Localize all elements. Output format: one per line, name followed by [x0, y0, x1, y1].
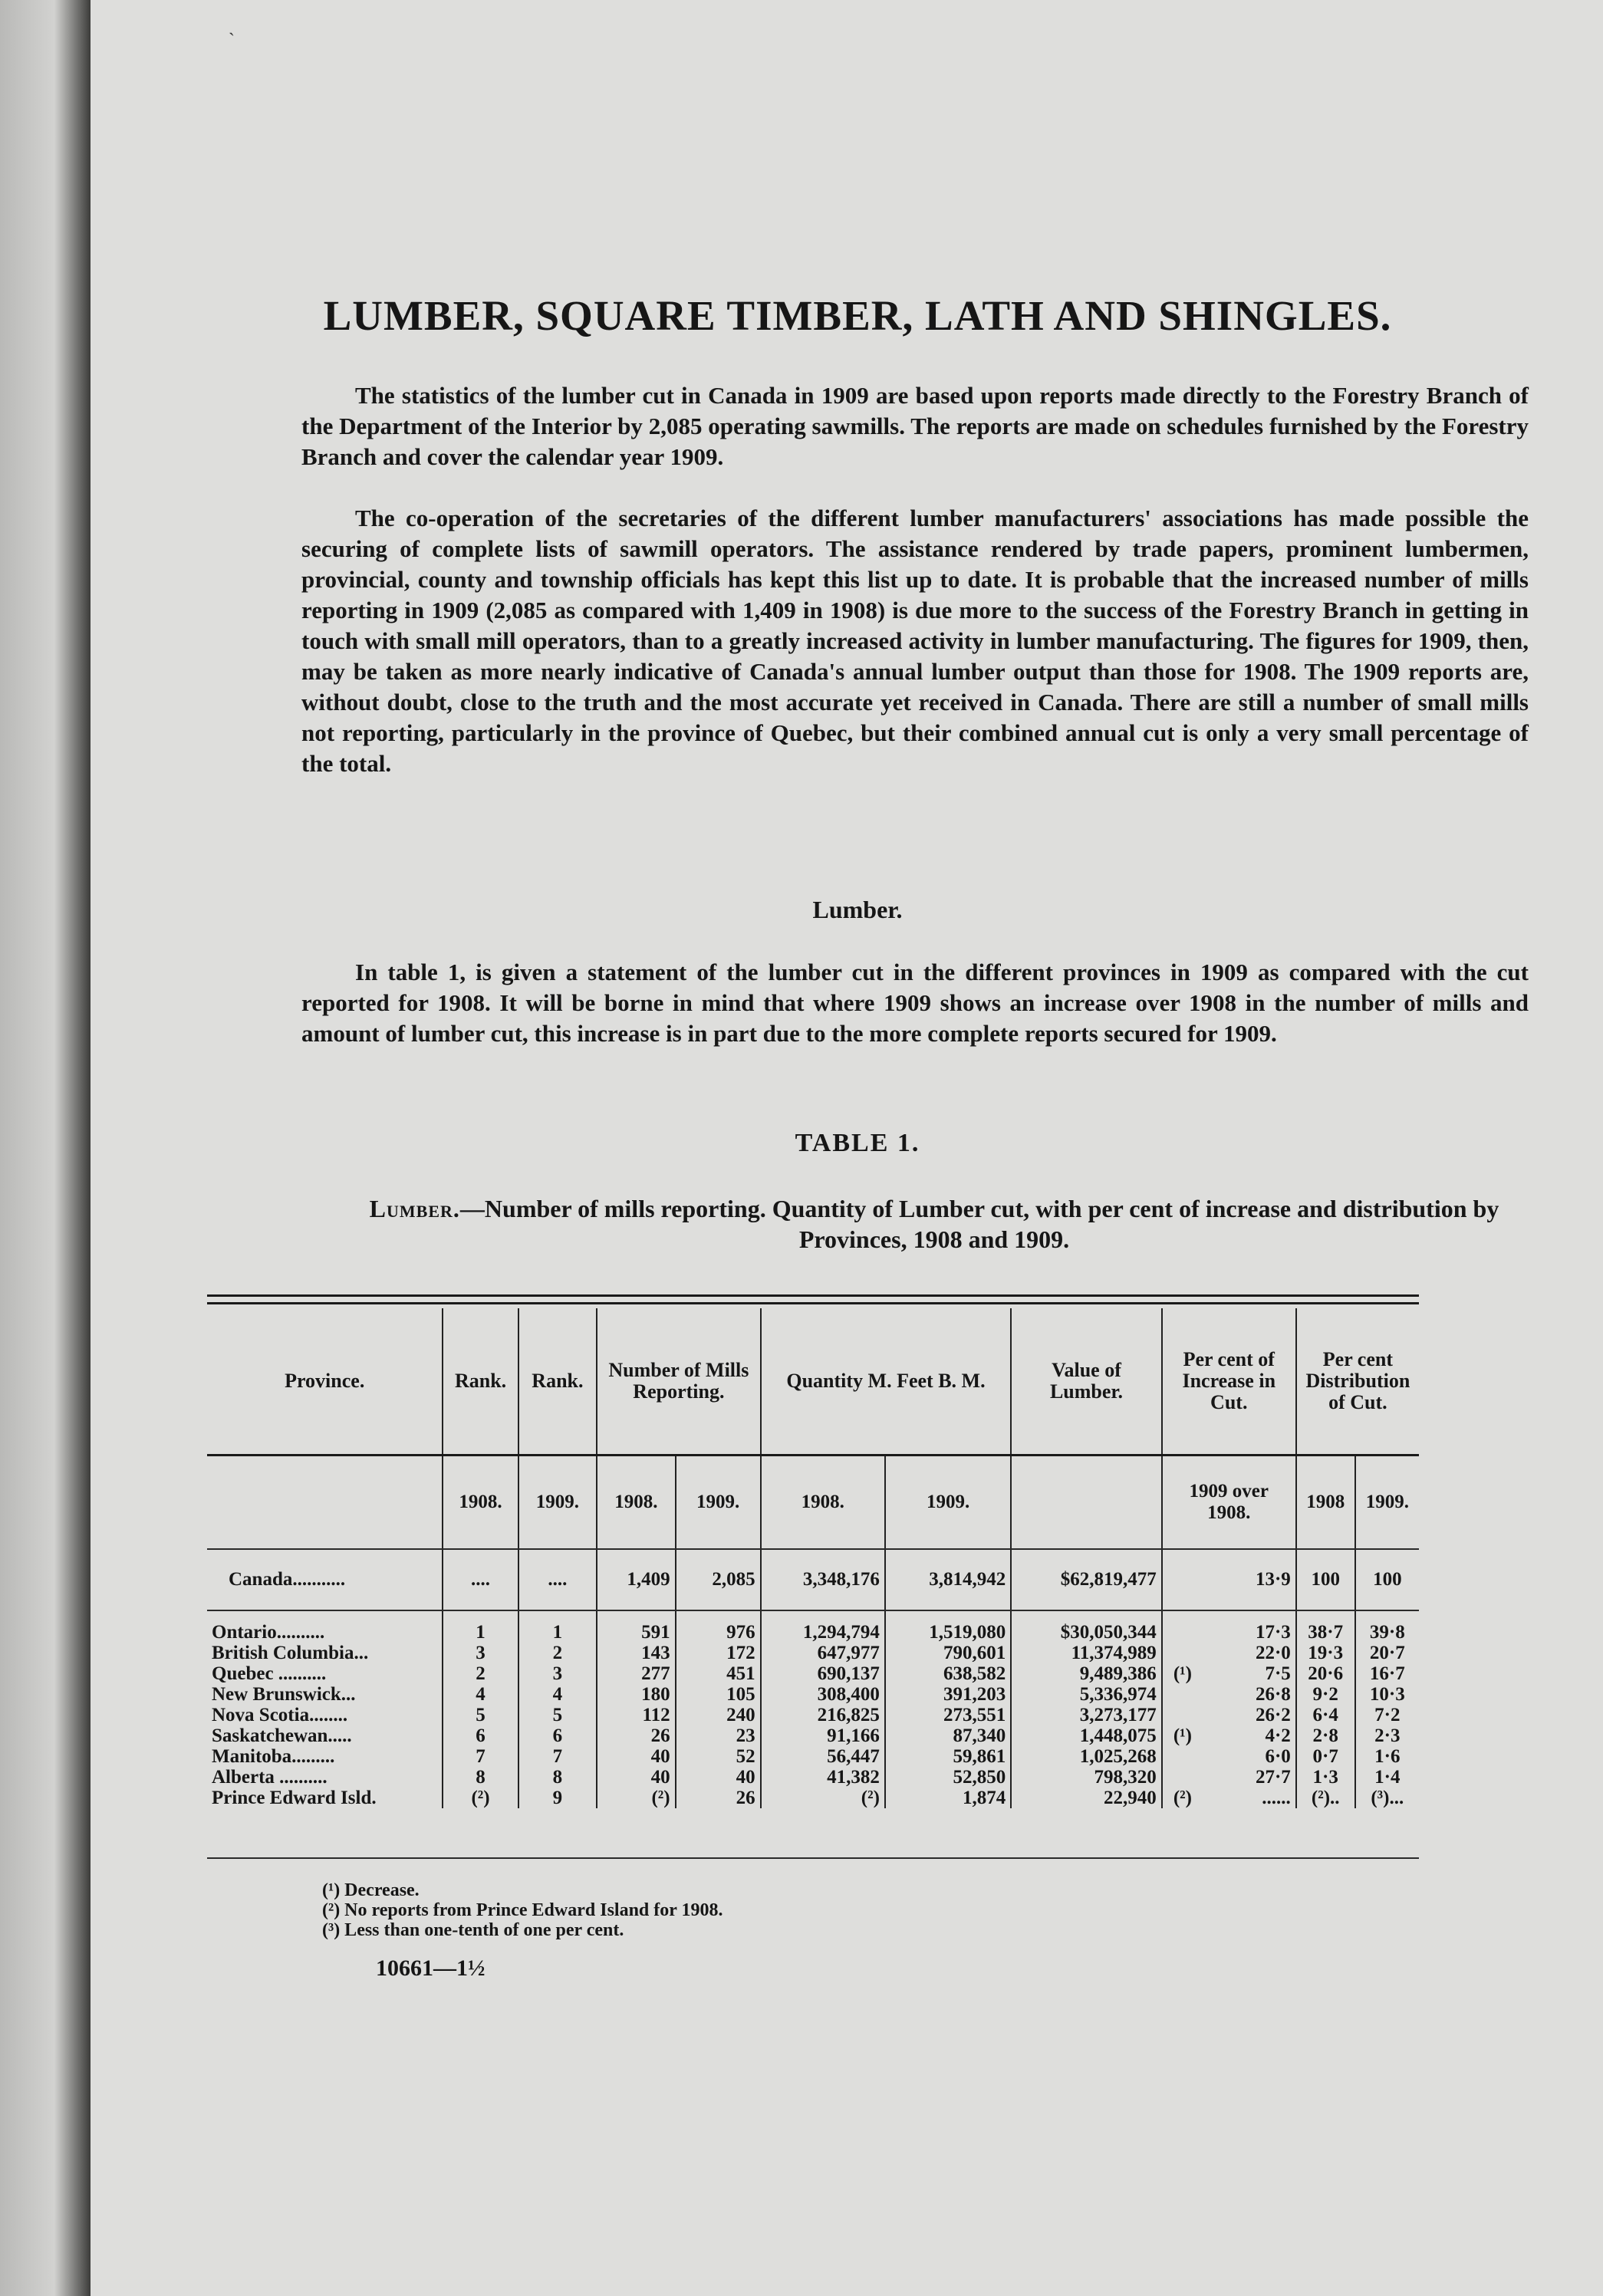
cell-mills-1909: 172	[676, 1643, 761, 1663]
cell-increase: 22·0	[1255, 1643, 1291, 1663]
cell-rank-1908: 8	[443, 1767, 518, 1788]
cell-rank-1909: ....	[518, 1549, 597, 1610]
cell-rank-1908: 7	[443, 1746, 518, 1767]
cell-qty-1908: 1,294,794	[761, 1610, 885, 1643]
cell-qty-1908: 41,382	[761, 1767, 885, 1788]
cell-increase: 4·2	[1265, 1725, 1291, 1746]
cell-rank-1908: (²)	[443, 1788, 518, 1808]
cell-dist-1909: 100	[1355, 1549, 1419, 1610]
cell-dist-1909: 1·4	[1355, 1767, 1419, 1788]
cell-qty-1908: 56,447	[761, 1746, 885, 1767]
table-row	[207, 1684, 1419, 1705]
cell-province: Nova Scotia........	[212, 1705, 348, 1725]
intro-paragraph-1: The statistics of the lumber cut in Canada in 1909 are based upon reports made directly to the Forestry Branch of the Department of the Interior by 2,085 operating sawmills. The reports are made on schedules furnished by the Forestry Branch and cover the calendar year 1909.	[301, 382, 1529, 470]
year-qty-1908: 1908.	[761, 1456, 885, 1550]
header-increase: Per cent of Increase in Cut.	[1162, 1308, 1296, 1456]
year-dist-1909: 1909.	[1355, 1456, 1419, 1550]
cell-value: 1,025,268	[1011, 1746, 1161, 1767]
cell-dist-1909: (³)...	[1355, 1788, 1419, 1808]
cell-dist-1908: 0·7	[1296, 1746, 1355, 1767]
cell-dist-1908: 100	[1296, 1549, 1355, 1610]
cell-mills-1909: 2,085	[676, 1549, 761, 1610]
table-row	[207, 1643, 1419, 1663]
cell-rank-1909: 1	[518, 1610, 597, 1643]
scan-left-edge	[0, 0, 91, 2296]
table-row-canada	[207, 1549, 1419, 1610]
document-page	[91, 0, 1603, 2296]
cell-province: Alberta ..........	[212, 1767, 328, 1788]
cell-mills-1908: 180	[597, 1684, 675, 1705]
cell-dist-1908: (²)..	[1296, 1788, 1355, 1808]
cell-value: 1,448,075	[1011, 1725, 1161, 1746]
cell-qty-1908: 308,400	[761, 1684, 885, 1705]
cell-dist-1908: 6·4	[1296, 1705, 1355, 1725]
year-dist-1908: 1908	[1296, 1456, 1355, 1550]
footnote-2: (²) No reports from Prince Edward Island for 1908.	[322, 1900, 723, 1920]
cell-dist-1909: 20·7	[1355, 1643, 1419, 1663]
header-province: Province.	[207, 1308, 443, 1456]
cell-qty-1908: 647,977	[761, 1643, 885, 1663]
footnote-3: (³) Less than one-tenth of one per cent.	[322, 1920, 624, 1940]
intro-paragraph-2: The co-operation of the secretaries of the different lumber manufacturers' associations has made possible the securing of complete lists of sawmill operators. The assistance rendered by trade papers, prominent lumbermen, provincial, county and township officials has kept this list up to date. It is probable that the increased number of mills reporting in 1909 (2,085 as compared with 1,409 in 1908) is due more to the success of the Forestry Branch in getting in touch with small mill operators, than to a greatly increased activity in lumber manufacturing. The figures for 1909, then, may be taken as more nearly indicative of Canada's annual lumber output than those for 1908. The 1909 reports are, without doubt, close to the truth and the most accurate yet received in Canada. There are still a number of small mills not reporting, particularly in the province of Quebec, but their combined annual cut is only a very small percentage of the total.	[301, 505, 1529, 777]
cell-dist-1908: 2·8	[1296, 1725, 1355, 1746]
cell-rank-1909: 2	[518, 1643, 597, 1663]
year-rank-1909: 1909.	[518, 1456, 597, 1550]
cell-value: $30,050,344	[1011, 1610, 1161, 1643]
cell-note	[1162, 1746, 1203, 1767]
table-row	[207, 1767, 1419, 1788]
cell-mills-1909: 105	[676, 1684, 761, 1705]
table-row	[207, 1788, 1419, 1808]
cell-rank-1908: 6	[443, 1725, 518, 1746]
year-mills-1908: 1908.	[597, 1456, 675, 1550]
cell-rank-1909: 6	[518, 1725, 597, 1746]
header-rank-1909: Rank.	[518, 1308, 597, 1456]
cell-dist-1908: 1·3	[1296, 1767, 1355, 1788]
cell-qty-1909: 790,601	[885, 1643, 1011, 1663]
cell-province: Manitoba.........	[212, 1746, 335, 1767]
cell-mills-1909: 240	[676, 1705, 761, 1725]
cell-qty-1909: 52,850	[885, 1767, 1011, 1788]
cell-note	[1162, 1610, 1203, 1643]
cell-qty-1909: 638,582	[885, 1663, 1011, 1684]
cell-value: 9,489,386	[1011, 1663, 1161, 1684]
cell-note	[1162, 1643, 1203, 1663]
cell-value: $62,819,477	[1011, 1549, 1161, 1610]
cell-mills-1908: 277	[597, 1663, 675, 1684]
cell-note	[1162, 1684, 1203, 1705]
cell-mills-1908: 1,409	[597, 1549, 675, 1610]
cell-mills-1908: 40	[597, 1767, 675, 1788]
cell-increase: 17·3	[1255, 1622, 1291, 1643]
cell-mills-1909: 23	[676, 1725, 761, 1746]
cell-province: Canada...........	[207, 1549, 443, 1610]
cell-rank-1909: 9	[518, 1788, 597, 1808]
year-rank-1908: 1908.	[443, 1456, 518, 1550]
table-row	[207, 1725, 1419, 1746]
footnotes	[322, 1880, 723, 1940]
year-mills-1909: 1909.	[676, 1456, 761, 1550]
caption-lead: Lumber.	[369, 1195, 460, 1222]
cell-increase: 27·7	[1255, 1767, 1291, 1788]
header-mills: Number of Mills Reporting.	[597, 1308, 761, 1456]
cell-mills-1908: 112	[597, 1705, 675, 1725]
cell-qty-1909: 87,340	[885, 1725, 1011, 1746]
section-heading: Lumber.	[812, 896, 903, 923]
header-value: Value of Lumber.	[1011, 1308, 1161, 1456]
cell-increase: 7·5	[1265, 1663, 1291, 1684]
document-heading: LUMBER, SQUARE TIMBER, LATH AND SHINGLES.	[323, 292, 1392, 339]
cell-note: (¹)	[1162, 1725, 1203, 1746]
table-row	[207, 1610, 1419, 1643]
cell-mills-1908: 143	[597, 1643, 675, 1663]
cell-increase: 13·9	[1203, 1549, 1296, 1610]
cell-province: New Brunswick...	[212, 1684, 356, 1705]
cell-note	[1162, 1549, 1203, 1610]
table-row	[207, 1705, 1419, 1725]
cell-dist-1908: 9·2	[1296, 1684, 1355, 1705]
cell-rank-1908: ....	[443, 1549, 518, 1610]
cell-dist-1909: 2·3	[1355, 1725, 1419, 1746]
cell-dist-1908: 19·3	[1296, 1643, 1355, 1663]
cell-dist-1908: 38·7	[1296, 1610, 1355, 1643]
table-title: TABLE 1.	[795, 1129, 920, 1157]
cell-mills-1909: 40	[676, 1767, 761, 1788]
cell-qty-1909: 59,861	[885, 1746, 1011, 1767]
lumber-table	[207, 1308, 1419, 1808]
cell-qty-1909: 1,519,080	[885, 1610, 1011, 1643]
cell-dist-1909: 39·8	[1355, 1610, 1419, 1643]
cell-note	[1162, 1705, 1203, 1725]
cell-rank-1908: 1	[443, 1610, 518, 1643]
cell-qty-1909: 3,814,942	[885, 1549, 1011, 1610]
table-row	[207, 1746, 1419, 1767]
caption-text: —Number of mills reporting. Quantity of Lumber cut, with per cent of increase and distribution by Provinces, 1908 and 1909.	[459, 1195, 1499, 1253]
cell-note	[1162, 1767, 1203, 1788]
cell-qty-1908: 91,166	[761, 1725, 885, 1746]
cell-increase: 26·2	[1255, 1705, 1291, 1725]
cell-dist-1909: 16·7	[1355, 1663, 1419, 1684]
cell-mills-1909: 52	[676, 1746, 761, 1767]
table-top-rule	[207, 1294, 1419, 1297]
cell-value: 3,273,177	[1011, 1705, 1161, 1725]
cell-province: Prince Edward Isld.	[212, 1788, 377, 1808]
table-bottom-rule	[207, 1857, 1419, 1859]
cell-province: Ontario..........	[212, 1622, 325, 1643]
cell-province: Quebec ..........	[212, 1663, 327, 1684]
cell-rank-1909: 7	[518, 1746, 597, 1767]
cell-increase: 26·8	[1255, 1684, 1291, 1705]
cell-qty-1909: 273,551	[885, 1705, 1011, 1725]
cell-qty-1909: 391,203	[885, 1684, 1011, 1705]
cell-dist-1909: 7·2	[1355, 1705, 1419, 1725]
cell-rank-1908: 3	[443, 1643, 518, 1663]
header-distribution: Per cent Distribution of Cut.	[1296, 1308, 1419, 1456]
cell-value: 22,940	[1011, 1788, 1161, 1808]
cell-rank-1908: 2	[443, 1663, 518, 1684]
cell-rank-1908: 5	[443, 1705, 518, 1725]
header-quantity: Quantity M. Feet B. M.	[761, 1308, 1012, 1456]
table-row	[207, 1663, 1419, 1684]
cell-dist-1908: 20·6	[1296, 1663, 1355, 1684]
cell-rank-1908: 4	[443, 1684, 518, 1705]
year-qty-1909: 1909.	[885, 1456, 1011, 1550]
cell-qty-1909: 1,874	[885, 1788, 1011, 1808]
cell-mills-1908: 40	[597, 1746, 675, 1767]
cell-mills-1909: 26	[676, 1788, 761, 1808]
cell-qty-1908: 3,348,176	[761, 1549, 885, 1610]
cell-value: 798,320	[1011, 1767, 1161, 1788]
cell-qty-1908: 690,137	[761, 1663, 885, 1684]
cell-rank-1909: 4	[518, 1684, 597, 1705]
table-top-rule-inner	[207, 1302, 1419, 1304]
cell-mills-1908: (²)	[597, 1788, 675, 1808]
cell-rank-1909: 5	[518, 1705, 597, 1725]
section-paragraph: In table 1, is given a statement of the lumber cut in the different provinces in 1909 as compared with the cut reported for 1908. It will be borne in mind that where 1909 shows an increase over 1908 in the number of mills and amount of lumber cut, this increase is in part due to the more complete reports secured for 1909.	[301, 959, 1529, 1047]
year-increase: 1909 over 1908.	[1162, 1456, 1296, 1550]
cell-value: 11,374,989	[1011, 1643, 1161, 1663]
cell-mills-1909: 451	[676, 1663, 761, 1684]
cell-province: British Columbia...	[212, 1643, 369, 1663]
cell-rank-1909: 8	[518, 1767, 597, 1788]
header-rank-1908: Rank.	[443, 1308, 518, 1456]
cell-qty-1908: (²)	[761, 1788, 885, 1808]
footnote-1: (¹) Decrease.	[322, 1880, 420, 1900]
cell-mills-1908: 591	[597, 1610, 675, 1643]
cell-increase: ......	[1262, 1788, 1291, 1808]
cell-mills-1909: 976	[676, 1610, 761, 1643]
cell-province: Saskatchewan.....	[212, 1725, 352, 1746]
cell-value: 5,336,974	[1011, 1684, 1161, 1705]
cell-dist-1909: 10·3	[1355, 1684, 1419, 1705]
cell-increase: 6·0	[1265, 1746, 1291, 1767]
table-caption	[336, 1193, 1532, 1255]
cell-note: (²)	[1162, 1788, 1203, 1808]
cell-dist-1909: 1·6	[1355, 1746, 1419, 1767]
document-signature: 10661—1½	[376, 1956, 486, 1981]
cell-rank-1909: 3	[518, 1663, 597, 1684]
cell-mills-1908: 26	[597, 1725, 675, 1746]
cell-note: (¹)	[1162, 1663, 1203, 1684]
cell-qty-1908: 216,825	[761, 1705, 885, 1725]
scan-speck: `	[229, 31, 235, 51]
